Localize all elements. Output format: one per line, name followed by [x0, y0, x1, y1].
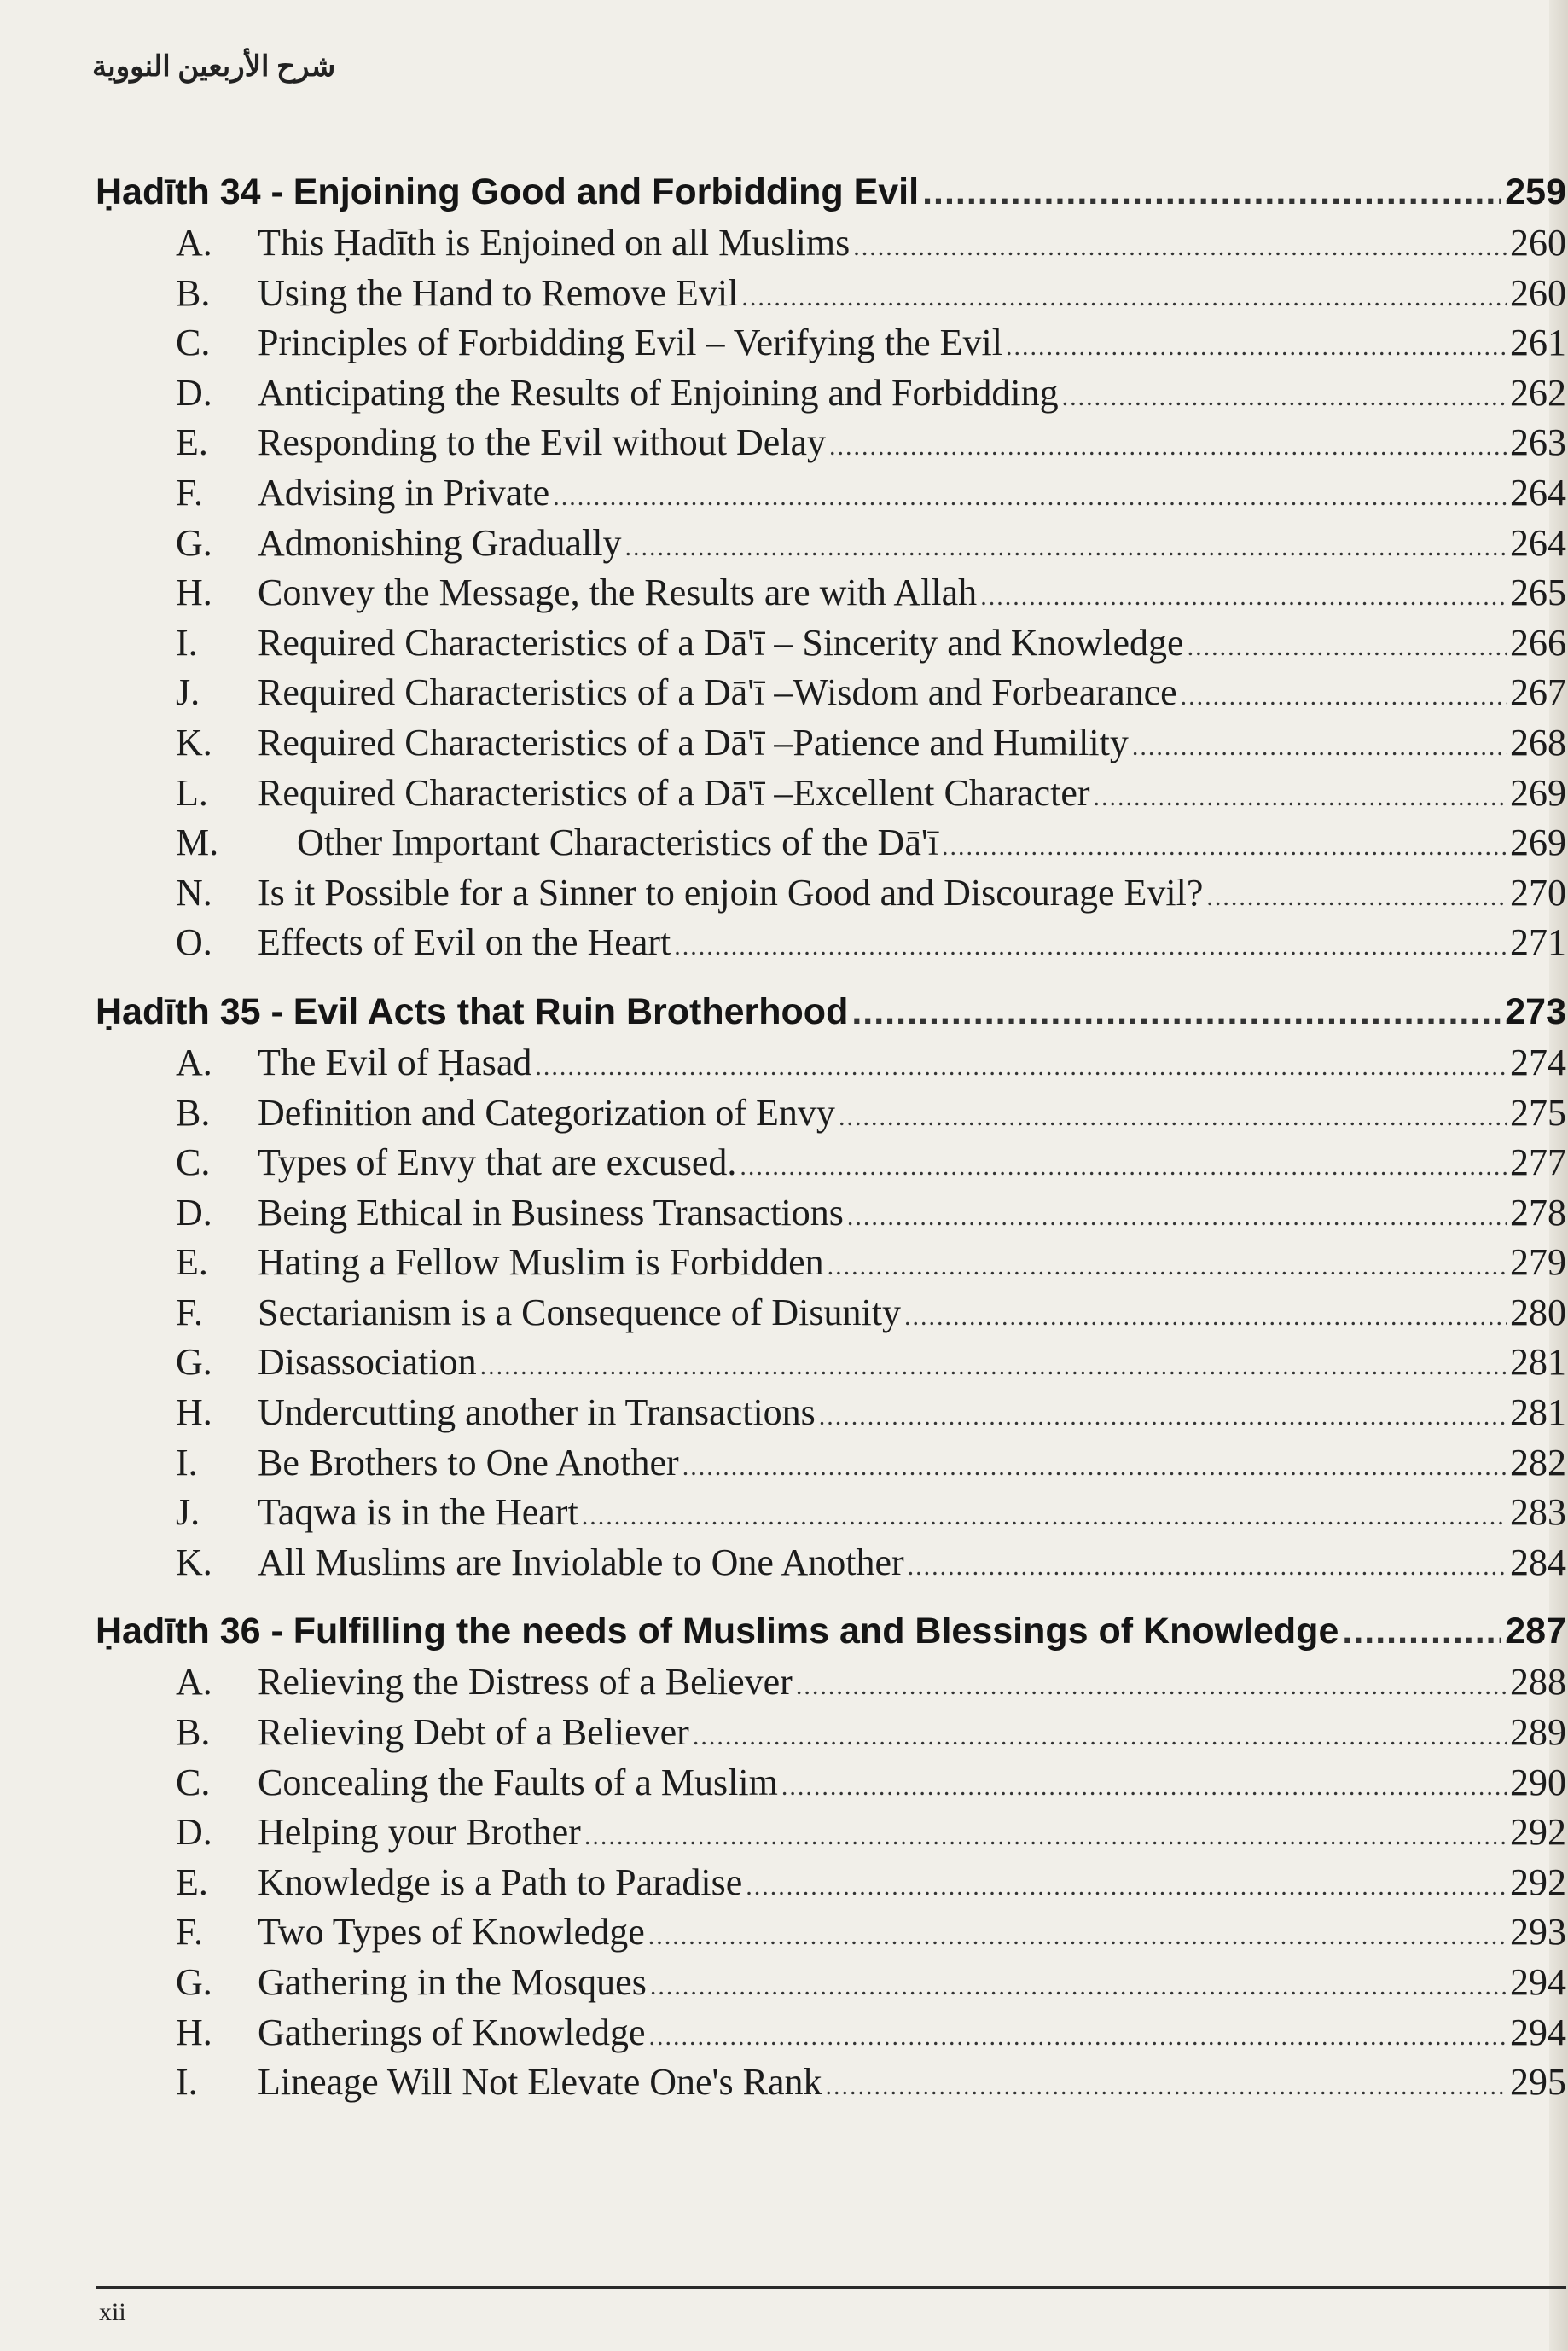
entry-letter: I. — [176, 2061, 198, 2104]
entry-letter: F. — [176, 471, 203, 514]
entry-page-number: 277 — [1510, 1141, 1566, 1184]
entry-page-number: 269 — [1510, 821, 1566, 864]
entry-page-number: 270 — [1510, 871, 1566, 914]
entry-title: Convey the Message, the Results are with Allah — [258, 572, 978, 614]
entry-title: Be Brothers to One Another — [258, 1441, 679, 1483]
entry-title: Required Characteristics of a Dā'ī – Sincerity and Knowledge — [258, 621, 1184, 664]
entry-page-number: 269 — [1510, 771, 1566, 814]
chapter-page-number: 287 — [1505, 1611, 1566, 1652]
entry-page-number: 260 — [1510, 271, 1566, 314]
entry-page-number: 278 — [1510, 1191, 1566, 1234]
entry-title: Using the Hand to Remove Evil — [258, 271, 739, 314]
entry-title: Two Types of Knowledge — [258, 1911, 645, 1953]
dot-leader — [908, 1542, 1507, 1593]
chapter-heading[interactable] — [96, 987, 1566, 1038]
entry-page-number: 271 — [1510, 921, 1566, 964]
entry-title: Advising in Private — [258, 471, 550, 514]
toc-entry[interactable] — [96, 1858, 1566, 1908]
entry-title: Other Important Characteristics of the Dā'ī — [297, 821, 938, 864]
dot-leader — [829, 422, 1507, 473]
dot-leader — [1132, 723, 1507, 773]
entry-letter: H. — [176, 1391, 212, 1434]
toc-entry[interactable] — [96, 1088, 1566, 1139]
entry-letter: H. — [176, 2011, 212, 2053]
entry-letter: F. — [176, 1911, 203, 1953]
entry-page-number: 263 — [1510, 421, 1566, 464]
entry-letter: G. — [176, 1961, 212, 2003]
entry-letter: M. — [176, 821, 219, 864]
entry-letter: D. — [176, 1191, 212, 1234]
entry-page-number: 260 — [1510, 222, 1566, 264]
entry-page-number: 282 — [1510, 1441, 1566, 1483]
entry-letter: E. — [176, 1241, 208, 1284]
dot-leader — [480, 1342, 1507, 1392]
entry-title: The Evil of Ḥasad — [258, 1041, 532, 1083]
chapter-page-number: 273 — [1505, 990, 1566, 1032]
entry-letter: A. — [176, 1661, 212, 1704]
entry-page-number: 289 — [1510, 1711, 1566, 1754]
chapter-heading[interactable] — [96, 1606, 1566, 1657]
toc-section — [96, 1606, 1566, 2107]
dot-leader — [650, 1962, 1507, 2012]
toc-entry[interactable] — [96, 1907, 1566, 1958]
entry-title: Effects of Evil on the Heart — [258, 921, 671, 964]
toc-entry[interactable] — [96, 1138, 1566, 1188]
entry-title: This Ḥadīth is Enjoined on all Muslims — [258, 222, 851, 264]
dot-leader — [693, 1712, 1507, 1762]
toc-entry[interactable] — [96, 1708, 1566, 1758]
entry-page-number: 268 — [1510, 721, 1566, 763]
chapter-page-number: 259 — [1505, 171, 1566, 212]
toc-entry[interactable] — [96, 468, 1566, 519]
toc-entry[interactable] — [96, 918, 1566, 968]
entry-page-number: 279 — [1510, 1241, 1566, 1284]
entry-page-number: 264 — [1510, 471, 1566, 514]
running-head: شرح الأربعين النووية — [92, 51, 336, 83]
entry-title: Responding to the Evil without Delay — [258, 421, 827, 464]
toc-entry[interactable] — [96, 1958, 1566, 2008]
entry-title: Definition and Categorization of Envy — [258, 1091, 835, 1134]
entry-title: Anticipating the Results of Enjoining and Forbidding — [258, 371, 1059, 414]
toc-entry[interactable] — [96, 1188, 1566, 1239]
entry-page-number: 281 — [1510, 1341, 1566, 1384]
entry-title: Required Characteristics of a Dā'ī –Wisdom and Forbearance — [258, 671, 1177, 714]
dot-leader — [1062, 373, 1507, 423]
entry-page-number: 293 — [1510, 1911, 1566, 1953]
entry-page-number: 262 — [1510, 371, 1566, 414]
dot-leader — [781, 1762, 1507, 1813]
toc-entry[interactable] — [96, 1338, 1566, 1388]
toc-entry[interactable] — [96, 1758, 1566, 1808]
entry-title: Concealing the Faults of a Muslim — [258, 1761, 778, 1803]
toc-entry[interactable] — [96, 618, 1566, 669]
dot-leader — [904, 1292, 1507, 1343]
dot-leader — [625, 523, 1507, 573]
entry-page-number: 275 — [1510, 1091, 1566, 1134]
entry-letter: E. — [176, 421, 208, 464]
toc-entry[interactable] — [96, 818, 1566, 868]
dot-leader — [825, 2062, 1507, 2112]
entry-title: Sectarianism is a Consequence of Disunity — [258, 1291, 901, 1333]
entry-letter: I. — [176, 621, 198, 664]
toc-entry[interactable] — [96, 1038, 1566, 1088]
dot-leader — [648, 1912, 1507, 1962]
entry-title: Disassociation — [258, 1341, 477, 1384]
entry-title: Gathering in the Mosques — [258, 1961, 647, 2003]
entry-page-number: 290 — [1510, 1761, 1566, 1803]
entry-page-number: 292 — [1510, 1860, 1566, 1903]
entry-page-number: 295 — [1510, 2061, 1566, 2104]
entry-title: Gatherings of Knowledge — [258, 2011, 646, 2053]
toc-entry[interactable] — [96, 519, 1566, 569]
entry-title: Being Ethical in Business Transactions — [258, 1191, 844, 1234]
dot-leader — [553, 473, 1507, 523]
dot-leader — [839, 1093, 1507, 1143]
toc-entry[interactable] — [96, 1657, 1566, 1708]
entry-page-number: 264 — [1510, 521, 1566, 564]
entry-letter: C. — [176, 1761, 211, 1803]
entry-page-number: 294 — [1510, 2011, 1566, 2053]
entry-title: Relieving the Distress of a Believer — [258, 1661, 793, 1704]
dot-leader — [582, 1492, 1507, 1542]
chapter-title: Ḥadīth 35 - Evil Acts that Ruin Brotherhood — [96, 990, 849, 1032]
toc-entry[interactable] — [96, 668, 1566, 718]
entry-title: Hating a Fellow Muslim is Forbidden — [258, 1241, 824, 1284]
dot-leader — [535, 1042, 1507, 1093]
dot-leader — [682, 1443, 1507, 1493]
chapter-heading[interactable] — [96, 167, 1566, 218]
entry-letter: B. — [176, 1091, 211, 1134]
entry-letter: N. — [176, 871, 212, 914]
dot-leader — [1342, 1606, 1501, 1656]
dot-leader — [847, 1193, 1507, 1243]
entry-letter: B. — [176, 271, 211, 314]
entry-letter: C. — [176, 1141, 211, 1184]
entry-letter: A. — [176, 1041, 212, 1083]
entry-title: Required Characteristics of a Dā'ī –Excellent Character — [258, 771, 1090, 814]
entry-letter: E. — [176, 1860, 208, 1903]
dot-leader — [828, 1242, 1507, 1292]
entry-letter: D. — [176, 1811, 212, 1854]
toc-entry[interactable] — [96, 1538, 1566, 1588]
entry-title: Is it Possible for a Sinner to enjoin Good and Discourage Evil? — [258, 871, 1204, 914]
dot-leader — [851, 987, 1501, 1036]
toc-entry[interactable] — [96, 718, 1566, 769]
entry-letter: C. — [176, 322, 211, 364]
toc-entry[interactable] — [96, 1808, 1566, 1858]
dot-leader — [796, 1662, 1507, 1712]
entry-letter: J. — [176, 671, 200, 714]
toc-section — [96, 167, 1566, 968]
toc-entry[interactable] — [96, 568, 1566, 618]
dot-leader — [853, 223, 1507, 273]
dot-leader — [649, 2012, 1507, 2063]
entry-letter: D. — [176, 371, 212, 414]
dot-leader — [922, 167, 1501, 217]
entry-letter: J. — [176, 1491, 200, 1534]
entry-letter: B. — [176, 1711, 211, 1754]
toc-section — [96, 987, 1566, 1588]
toc-entry[interactable] — [96, 1388, 1566, 1438]
footer-rule — [96, 2286, 1566, 2289]
dot-leader — [1094, 773, 1507, 823]
toc-entry[interactable] — [96, 2058, 1566, 2108]
dot-leader — [1188, 623, 1507, 673]
entry-title: Taqwa is in the Heart — [258, 1491, 578, 1534]
entry-page-number: 288 — [1510, 1661, 1566, 1704]
entry-page-number: 281 — [1510, 1391, 1566, 1434]
dot-leader — [980, 572, 1507, 623]
entry-title: Lineage Will Not Elevate One's Rank — [258, 2061, 822, 2104]
toc-entry[interactable] — [96, 1238, 1566, 1288]
entry-page-number: 267 — [1510, 671, 1566, 714]
entry-title: Undercutting another in Transactions — [258, 1391, 816, 1434]
toc-entry[interactable] — [96, 318, 1566, 369]
toc-entry[interactable] — [96, 1488, 1566, 1538]
entry-title: Helping your Brother — [258, 1811, 581, 1854]
entry-title: Knowledge is a Path to Paradise — [258, 1860, 743, 1903]
toc-entry[interactable] — [96, 218, 1566, 269]
entry-title: All Muslims are Inviolable to One Another — [258, 1541, 904, 1583]
entry-title: Required Characteristics of a Dā'ī –Patience and Humility — [258, 721, 1129, 763]
entry-page-number: 261 — [1510, 322, 1566, 364]
entry-page-number: 265 — [1510, 572, 1566, 614]
entry-letter: L. — [176, 771, 208, 814]
dot-leader — [819, 1392, 1507, 1443]
toc-entry[interactable] — [96, 769, 1566, 819]
toc-entry[interactable] — [96, 2008, 1566, 2058]
entry-letter: K. — [176, 721, 212, 763]
entry-title: Principles of Forbidding Evil – Verifying the Evil — [258, 322, 1002, 364]
entry-letter: K. — [176, 1541, 212, 1583]
toc-entry[interactable] — [96, 418, 1566, 468]
dot-leader — [1181, 672, 1507, 723]
entry-title: Relieving Debt of a Believer — [258, 1711, 689, 1754]
entry-page-number: 274 — [1510, 1041, 1566, 1083]
dot-leader — [942, 822, 1507, 873]
table-of-contents — [96, 167, 1566, 2108]
entry-page-number: 292 — [1510, 1811, 1566, 1854]
entry-letter: O. — [176, 921, 212, 964]
entry-letter: H. — [176, 572, 212, 614]
entry-page-number: 284 — [1510, 1541, 1566, 1583]
entry-title: Types of Envy that are excused. — [258, 1141, 737, 1184]
entry-letter: I. — [176, 1441, 198, 1483]
chapter-title: Ḥadīth 34 - Enjoining Good and Forbidding Evil — [96, 171, 920, 212]
toc-entry[interactable] — [96, 269, 1566, 319]
toc-entry[interactable] — [96, 369, 1566, 419]
entry-page-number: 280 — [1510, 1291, 1566, 1333]
dot-leader — [674, 922, 1507, 972]
entry-letter: G. — [176, 1341, 212, 1384]
dot-leader — [1006, 322, 1507, 373]
dot-leader — [741, 273, 1507, 323]
entry-title: Admonishing Gradually — [258, 521, 622, 564]
toc-entry[interactable] — [96, 868, 1566, 919]
toc-entry[interactable] — [96, 1288, 1566, 1338]
page-folio: xii — [99, 2298, 126, 2326]
dot-leader — [740, 1142, 1507, 1193]
entry-letter: F. — [176, 1291, 203, 1333]
entry-page-number: 283 — [1510, 1491, 1566, 1534]
dot-leader — [1206, 873, 1507, 923]
entry-page-number: 266 — [1510, 621, 1566, 664]
entry-letter: A. — [176, 222, 212, 264]
dot-leader — [746, 1862, 1507, 1913]
chapter-title: Ḥadīth 36 - Fulfilling the needs of Muslims and Blessings of Knowledge — [96, 1611, 1339, 1652]
dot-leader — [584, 1812, 1507, 1862]
entry-letter: G. — [176, 521, 212, 564]
toc-entry[interactable] — [96, 1438, 1566, 1489]
entry-page-number: 294 — [1510, 1961, 1566, 2003]
